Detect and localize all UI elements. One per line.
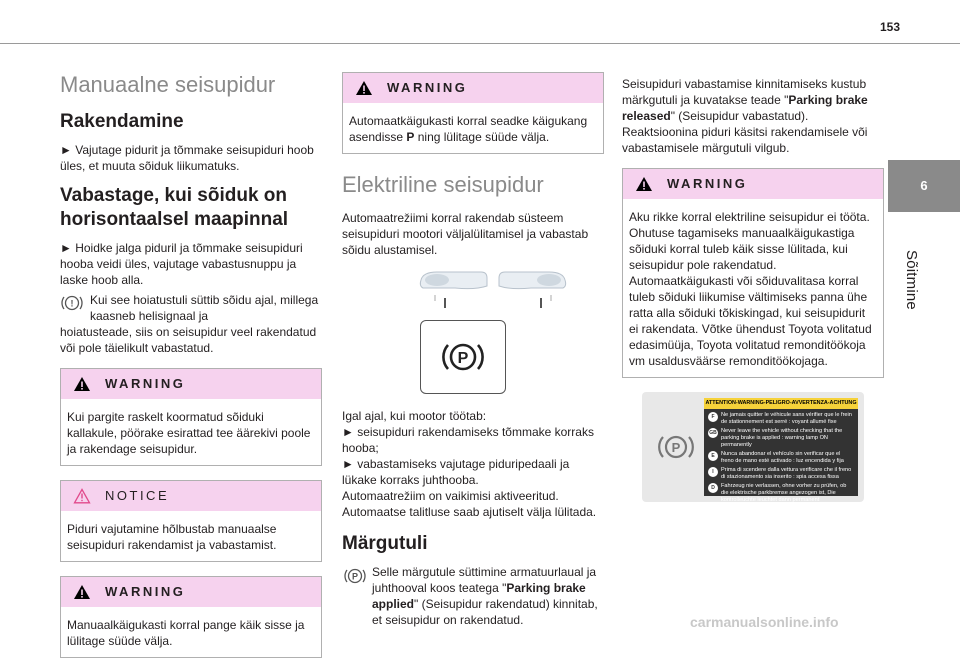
warning-text-part: ning lülitage süüde välja. [414, 130, 550, 144]
warning-lamp-note-first: Kui see hoiatustuli süttib sõidu ajal, millega kaasneb helisignaal ja [90, 293, 319, 323]
svg-text:P: P [671, 440, 681, 455]
warning-text [343, 103, 603, 153]
heading-apply: Rakendamine [60, 111, 184, 132]
flash-text: Reaktsioonina piduri käsitsi rakendamisele või vabastamisele märgutuli vilgub. [622, 125, 868, 155]
notice-triangle-icon [73, 488, 91, 504]
electric-body-2: ► seisupiduri rakendamiseks tõmmake korraks hooba; [342, 425, 594, 455]
section-title-electric-brake: Elektriline seisupidur [342, 172, 544, 197]
label-line [708, 467, 854, 481]
label-line [708, 483, 854, 504]
label-line-text: Prima di scendere dalla vettura verificare che il freno di stazionamento sia inserito : spia accesa fissa [721, 467, 852, 480]
chapter-number: 6 [920, 178, 928, 193]
warning-text: Kui pargite raskelt koormatud sõiduki kallakule, pöörake esirattad tee äärekivi poole ja rakendage seisupidur. [67, 410, 311, 456]
message-applied: Parking brake applied [372, 581, 586, 611]
header-rule [0, 43, 960, 44]
label-line-text: Fahrzeug nie verlassen, ohne vorher zu prüfen, ob die elektrische parkbremse angezogen ist, Die kontrolleuchte leuchtet dann permanent [721, 483, 847, 503]
warning-box-1 [60, 368, 322, 466]
gear-p-label: P [406, 130, 415, 144]
label-line-text: Nunca abandonar el vehículo sin verificar que el freno de mano esté activado : luz encendida y fija [721, 451, 844, 464]
label-line-text: Ne jamais quitter le véhicule sans vérifier que le frein de stationnement est serré : voyant allumé fixe [721, 412, 852, 425]
watermark: carmanualsonline.info [690, 614, 839, 630]
apply-text: ► Vajutage pidurit ja tõmmake seisupiduri hoob üles, et muuta sõiduk liikumatuks. [60, 143, 314, 173]
indicator-note [342, 564, 604, 628]
chapter-tab [888, 160, 960, 212]
electric-body-5: Automaatse talitluse saab ajutiselt välja lülitada. [342, 505, 597, 519]
column-3 [622, 76, 884, 502]
warning-triangle-icon [355, 80, 373, 96]
page-number: 153 [880, 20, 901, 34]
parking-brake-lamp-icon [342, 564, 372, 628]
parking-brake-button-illustration [420, 320, 506, 394]
warning-box-4 [622, 168, 884, 378]
release-text-part: Seisupiduri vabastamise kinnitamiseks kustub märkgutuli ja kuvatakse teade " [622, 77, 867, 107]
parking-brake-icon [654, 430, 698, 464]
warning-text-part: Automaatkäigukasti korral seadke käigukang asendisse [349, 114, 588, 144]
language-flag: F [708, 412, 718, 422]
heading-release: Vabastage, kui sõiduk on horisontaalsel maapinnal [60, 185, 289, 230]
label-line [708, 428, 854, 449]
warning-text: Aku rikke korral elektriline seisupidur ei tööta. Ohutuse tagamiseks manuaalkäigukastiga sõiduki korral tuleb käik sisse lülitada, kui seisupidur pole rakendatud. Automaatkäigukasti või sõiduvalitasa korral tuleb sõiduki liikumise vältimiseks panna ühe ratta alla sõiduki tõkiskingad, kui seisupidurit ei rakendata. Võtke ühendust Toyota volitatud edasimüüja, Toyota volitatud remonditöökoja vm usaldusväärse remonditöökojaga. [629, 210, 872, 368]
label-header: ATTENTION-WARNING-PELIGRO-AVVERTENZA-ACHTUNG [704, 398, 858, 409]
release-text: ► Hoidke jalga piduril ja tõmmake seisupiduri hooba veidi üles, vajutage vabastusnuppu ja laske hoob alla. [60, 241, 303, 287]
multilingual-label [704, 398, 858, 503]
electric-body-1: Igal ajal, kui mootor töötab: [342, 409, 487, 423]
notice-box [60, 480, 322, 562]
electric-body-4: Automaatrežiim on vaikimisi aktiveeritud. [342, 489, 559, 503]
notice-title: NOTICE [105, 488, 170, 503]
warning-text: Manuaalkäigukasti korral pange käik sisse ja lülitage süüde välja. [67, 618, 305, 648]
message-released: Parking brake released [622, 93, 868, 123]
release-text-part: " (Seisupidur vabastatud). [670, 109, 809, 123]
column-2 [342, 60, 604, 628]
language-flag: I [708, 467, 718, 477]
indicator-text [372, 564, 604, 628]
warning-triangle-icon [635, 176, 653, 192]
warning-title: WARNING [387, 80, 468, 95]
warning-lamp-note [60, 292, 322, 324]
language-flag: D [708, 483, 718, 493]
notice-text: Piduri vajutamine hõlbustab manuaalse seisupiduri rakendamist ja vabastamist. [67, 522, 277, 552]
indicator-text-part: " (Seisupidur rakendatud) kinnitab, et seisupidur on rakendatud. [372, 597, 598, 627]
auto-mode-illustration [382, 268, 604, 310]
parking-brake-icon [437, 337, 489, 377]
warning-title: WARNING [105, 376, 186, 391]
label-line-text: Never leave the vehicle without checking that the parking brake is applied : warning lamp ON permanently [721, 428, 843, 448]
warning-lamp-note-rest: hoiatusteade, siis on seisupidur veel rakendatud või pole täielikult vabastatud. [60, 325, 317, 355]
warning-title: WARNING [105, 584, 186, 599]
warning-triangle-icon [73, 376, 91, 392]
svg-text:!: ! [70, 298, 74, 309]
indicator-text-part: Selle märgutule süttimine armatuurlaual ja juhthooval koos teatega " [372, 565, 597, 595]
heading-indicator: Märgutuli [342, 533, 428, 554]
warning-box-2 [60, 576, 322, 658]
label-line [708, 412, 854, 426]
electric-intro: Automaatrežiimi korral rakendab süsteem seisupiduri mootori väljalülitamisel ja vabastab sõidu alustamisel. [342, 211, 589, 257]
parking-brake-lamp-icon [60, 292, 90, 324]
label-line [708, 451, 854, 465]
brake-switch-push-illustration [497, 268, 571, 310]
svg-text:P: P [351, 571, 359, 582]
chapter-title: Sõitmine [903, 250, 920, 310]
warning-title: WARNING [667, 176, 748, 191]
warning-triangle-icon [73, 584, 91, 600]
brake-switch-pull-illustration [415, 268, 489, 310]
warning-box-3 [342, 72, 604, 154]
language-flag: GB [708, 428, 718, 438]
release-confirm-text [622, 76, 884, 124]
svg-text:P: P [457, 350, 469, 367]
warning-label-illustration [642, 392, 864, 502]
section-title-manual-brake: Manuaalne seisupidur [60, 72, 276, 97]
column-1 [60, 66, 322, 672]
electric-body-3: ► vabastamiseks vajutage piduripedaali ja lükake korraks juhthooba. [342, 457, 570, 487]
language-flag: E [708, 451, 718, 461]
